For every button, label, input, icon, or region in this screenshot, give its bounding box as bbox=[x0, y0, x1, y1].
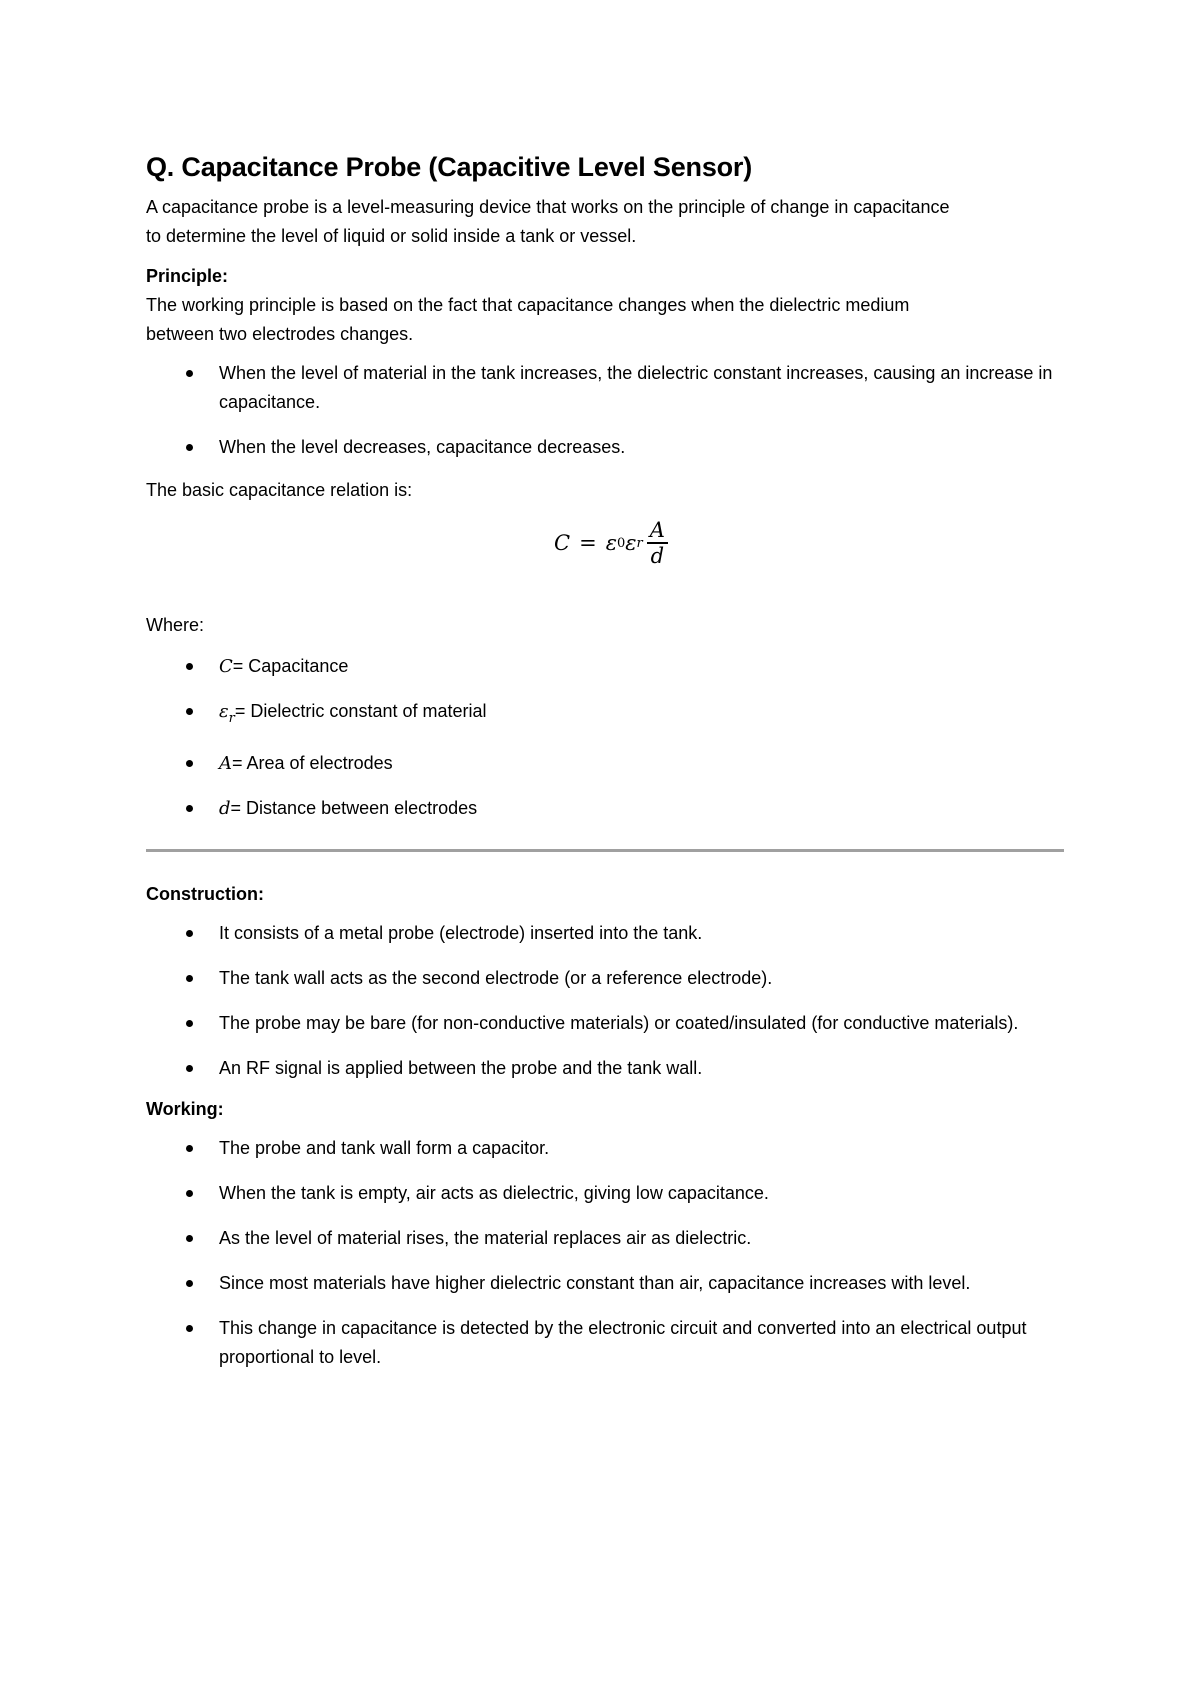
bullet-icon bbox=[186, 1325, 193, 1332]
relation-intro: The basic capacitance relation is: bbox=[146, 480, 413, 500]
where-sub-2: r bbox=[228, 711, 235, 726]
principle-bullet-1: When the level of material in the tank increases, the dielectric constant increases, causing an increase in capacitance. bbox=[219, 363, 1053, 412]
principle-bullet-list bbox=[146, 359, 1064, 462]
list-item bbox=[146, 964, 1064, 993]
construction-bullet-4: An RF signal is applied between the probe and the tank wall. bbox=[219, 1058, 703, 1078]
working-bullet-4: Since most materials have higher dielectric constant than air, capacitance increases with level. bbox=[219, 1273, 971, 1293]
list-item bbox=[146, 359, 1064, 417]
formula-fraction bbox=[647, 518, 668, 568]
capacitance-formula bbox=[554, 515, 668, 571]
intro-line-2: to determine the level of liquid or solid inside a tank or vessel. bbox=[146, 226, 637, 246]
where-label: Where: bbox=[146, 615, 205, 635]
formula-eps-0: ε bbox=[605, 531, 617, 555]
principle-bullet-2: When the level decreases, capacitance decreases. bbox=[219, 437, 626, 457]
principle-heading: Principle: bbox=[146, 266, 229, 286]
bullet-icon bbox=[186, 1020, 193, 1027]
principle-text-line-2: between two electrodes changes. bbox=[146, 324, 414, 344]
bullet-icon bbox=[186, 1190, 193, 1197]
working-bullet-1: The probe and tank wall form a capacitor. bbox=[219, 1138, 550, 1158]
construction-bullet-2: The tank wall acts as the second electrode (or a reference electrode). bbox=[219, 968, 773, 988]
formula-sub-r: r bbox=[636, 535, 643, 551]
bullet-icon bbox=[186, 1280, 193, 1287]
list-item bbox=[146, 697, 1064, 733]
where-symbol-4: d bbox=[219, 798, 231, 819]
list-item bbox=[146, 1314, 1064, 1372]
formula-denominator: d bbox=[650, 544, 665, 568]
working-bullet-3: As the level of material rises, the material replaces air as dielectric. bbox=[219, 1228, 752, 1248]
bullet-icon bbox=[186, 930, 193, 937]
where-symbol-1: C bbox=[219, 656, 233, 677]
where-symbol-2: ε bbox=[219, 701, 229, 722]
where-symbol-3: A bbox=[219, 753, 232, 774]
where-text-1: = Capacitance bbox=[232, 656, 349, 676]
list-item bbox=[146, 1269, 1064, 1298]
list-item bbox=[146, 1054, 1064, 1083]
bullet-icon bbox=[186, 708, 193, 715]
list-item bbox=[146, 652, 1064, 681]
list-item bbox=[146, 1009, 1064, 1038]
working-bullet-2: When the tank is empty, air acts as dielectric, giving low capacitance. bbox=[219, 1183, 769, 1203]
list-item bbox=[146, 794, 1064, 823]
horizontal-divider bbox=[146, 849, 1064, 852]
list-item bbox=[146, 1224, 1064, 1253]
construction-bullet-list bbox=[146, 919, 1064, 1083]
intro-line-1: A capacitance probe is a level-measuring device that works on the principle of change in capacitance bbox=[146, 197, 950, 217]
working-bullet-list bbox=[146, 1134, 1064, 1372]
bullet-icon bbox=[186, 1065, 193, 1072]
where-text-2: = Dielectric constant of material bbox=[234, 701, 487, 721]
formula-row bbox=[146, 511, 1064, 601]
list-item bbox=[146, 1179, 1064, 1208]
working-heading: Working: bbox=[146, 1099, 224, 1119]
bullet-icon bbox=[186, 444, 193, 451]
list-item bbox=[146, 749, 1064, 778]
formula-eps-r: ε bbox=[625, 531, 637, 555]
formula-equals: = bbox=[579, 531, 597, 555]
where-list bbox=[146, 652, 1064, 823]
principle-text-line-1: The working principle is based on the fact that capacitance changes when the dielectric medium bbox=[146, 295, 910, 315]
intro-paragraph bbox=[146, 193, 1064, 251]
bullet-icon bbox=[186, 975, 193, 982]
bullet-icon bbox=[186, 1235, 193, 1242]
formula-sub-0: 0 bbox=[616, 535, 626, 551]
construction-heading: Construction: bbox=[146, 884, 264, 904]
formula-lhs: C bbox=[554, 531, 571, 555]
bullet-icon bbox=[186, 760, 193, 767]
where-text-4: = Distance between electrodes bbox=[230, 798, 478, 818]
list-item bbox=[146, 433, 1064, 462]
page-title: Q. Capacitance Probe (Capacitive Level Sensor) bbox=[146, 152, 753, 182]
construction-bullet-3: The probe may be bare (for non-conductive materials) or coated/insulated (for conductive materials). bbox=[219, 1013, 1019, 1033]
construction-bullet-1: It consists of a metal probe (electrode) inserted into the tank. bbox=[219, 923, 703, 943]
where-text-3: = Area of electrodes bbox=[232, 753, 393, 773]
bullet-icon bbox=[186, 663, 193, 670]
list-item bbox=[146, 1134, 1064, 1163]
bullet-icon bbox=[186, 805, 193, 812]
bullet-icon bbox=[186, 1145, 193, 1152]
working-bullet-5: This change in capacitance is detected by the electronic circuit and converted into an electrical output proportional to level. bbox=[219, 1318, 1027, 1367]
list-item bbox=[146, 919, 1064, 948]
document-content bbox=[146, 150, 1064, 1388]
formula-numerator: A bbox=[649, 518, 665, 542]
bullet-icon bbox=[186, 370, 193, 377]
